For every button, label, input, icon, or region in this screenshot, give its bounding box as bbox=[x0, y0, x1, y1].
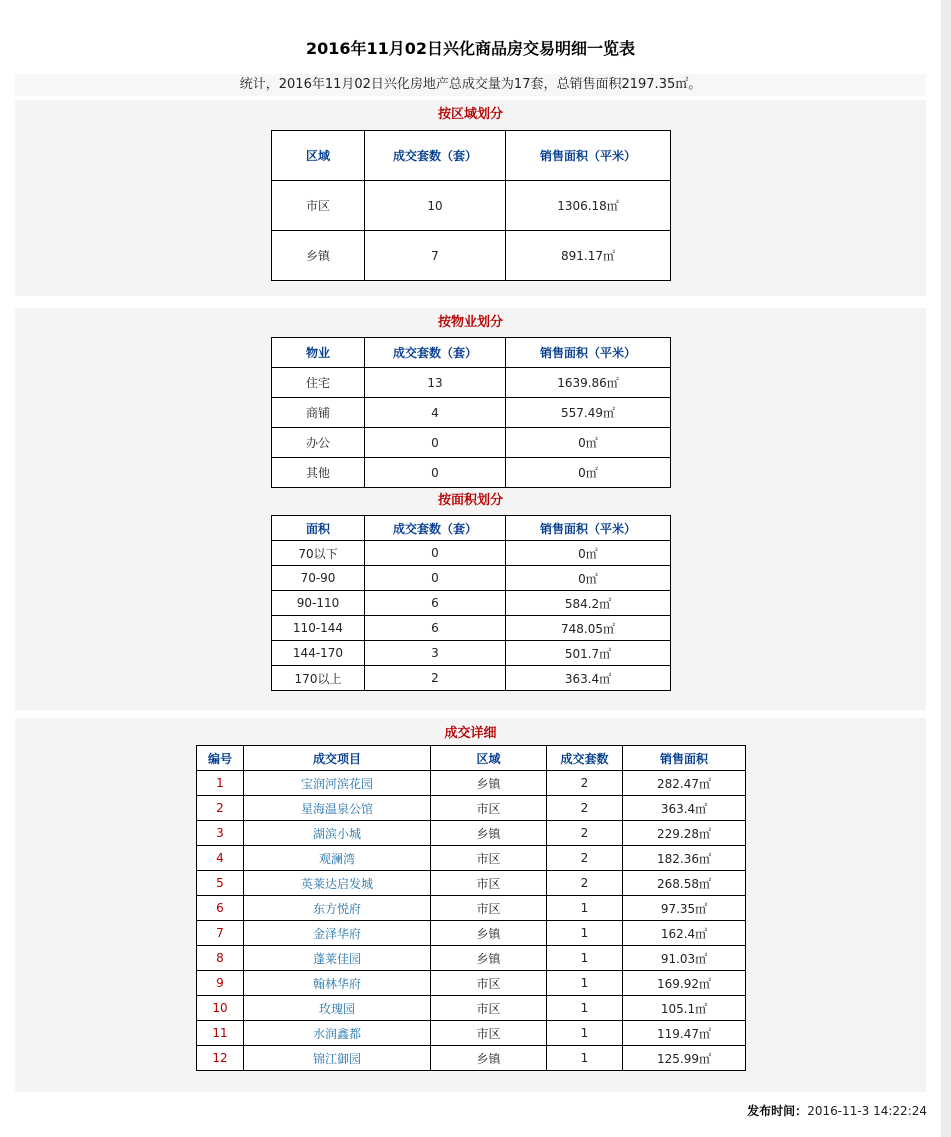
area-cell: 229.28㎡ bbox=[623, 821, 746, 846]
region-cell: 乡镇 bbox=[431, 1046, 547, 1071]
area-cell: 1639.86㎡ bbox=[506, 368, 671, 398]
count-cell: 2 bbox=[547, 796, 623, 821]
row-number: 12 bbox=[197, 1046, 244, 1071]
count-cell: 2 bbox=[547, 771, 623, 796]
count-cell: 10 bbox=[365, 181, 506, 231]
size-range-cell: 70-90 bbox=[272, 566, 365, 591]
area-cell: 584.2㎡ bbox=[506, 591, 671, 616]
region-cell: 市区 bbox=[431, 896, 547, 921]
property-table bbox=[271, 337, 671, 488]
area-cell: 0㎡ bbox=[506, 541, 671, 566]
table-row bbox=[197, 996, 746, 1021]
row-number: 7 bbox=[197, 921, 244, 946]
count-cell: 3 bbox=[365, 641, 506, 666]
area-cell: 162.4㎡ bbox=[623, 921, 746, 946]
count-cell: 6 bbox=[365, 591, 506, 616]
region-cell: 市区 bbox=[431, 971, 547, 996]
table-header-row bbox=[197, 746, 746, 771]
table-row bbox=[272, 428, 671, 458]
area-cell: 501.7㎡ bbox=[506, 641, 671, 666]
table-row bbox=[272, 641, 671, 666]
column-header: 编号 bbox=[197, 746, 244, 771]
region-cell: 乡镇 bbox=[431, 771, 547, 796]
count-cell: 0 bbox=[365, 566, 506, 591]
row-number: 6 bbox=[197, 896, 244, 921]
size-range-cell: 144-170 bbox=[272, 641, 365, 666]
property-cell: 住宅 bbox=[272, 368, 365, 398]
property-cell: 商铺 bbox=[272, 398, 365, 428]
area-cell: 169.92㎡ bbox=[623, 971, 746, 996]
column-header: 物业 bbox=[272, 338, 365, 368]
count-cell: 4 bbox=[365, 398, 506, 428]
area-cell: 282.47㎡ bbox=[623, 771, 746, 796]
region-panel bbox=[15, 100, 926, 296]
size-range-cell: 110-144 bbox=[272, 616, 365, 641]
area-cell: 91.03㎡ bbox=[623, 946, 746, 971]
count-cell: 6 bbox=[365, 616, 506, 641]
area-cell: 363.4㎡ bbox=[506, 666, 671, 691]
column-header: 销售面积 bbox=[623, 746, 746, 771]
region-section-title: 按区域划分 bbox=[437, 107, 503, 122]
area-cell: 0㎡ bbox=[506, 428, 671, 458]
count-cell: 0 bbox=[365, 458, 506, 488]
table-row bbox=[272, 566, 671, 591]
area-cell: 891.17㎡ bbox=[506, 231, 671, 281]
table-row bbox=[272, 181, 671, 231]
count-cell: 1 bbox=[547, 971, 623, 996]
area-table bbox=[271, 515, 671, 691]
region-cell: 乡镇 bbox=[431, 921, 547, 946]
region-cell: 乡镇 bbox=[431, 946, 547, 971]
table-row bbox=[197, 896, 746, 921]
table-row bbox=[272, 398, 671, 428]
row-number: 3 bbox=[197, 821, 244, 846]
publish-time-label: 发布时间： bbox=[747, 1104, 808, 1118]
project-link[interactable]: 水润鑫都 bbox=[244, 1021, 431, 1046]
project-link[interactable]: 英莱达启发城 bbox=[244, 871, 431, 896]
project-link[interactable]: 锦江御园 bbox=[244, 1046, 431, 1071]
size-range-cell: 70以下 bbox=[272, 541, 365, 566]
count-cell: 0 bbox=[365, 541, 506, 566]
area-cell: 268.58㎡ bbox=[623, 871, 746, 896]
region-cell: 乡镇 bbox=[272, 231, 365, 281]
project-link[interactable]: 观澜湾 bbox=[244, 846, 431, 871]
area-cell: 557.49㎡ bbox=[506, 398, 671, 428]
column-header: 区域 bbox=[272, 131, 365, 181]
region-cell: 市区 bbox=[431, 796, 547, 821]
count-cell: 2 bbox=[547, 871, 623, 896]
count-cell: 1 bbox=[547, 946, 623, 971]
table-row bbox=[272, 368, 671, 398]
table-row bbox=[272, 616, 671, 641]
property-area-panel bbox=[15, 308, 926, 710]
area-cell: 105.1㎡ bbox=[623, 996, 746, 1021]
count-cell: 1 bbox=[547, 896, 623, 921]
area-cell: 119.47㎡ bbox=[623, 1021, 746, 1046]
column-header: 成交套数（套） bbox=[365, 131, 506, 181]
row-number: 2 bbox=[197, 796, 244, 821]
table-header-row bbox=[272, 131, 671, 181]
row-number: 1 bbox=[197, 771, 244, 796]
count-cell: 13 bbox=[365, 368, 506, 398]
table-row bbox=[272, 541, 671, 566]
column-header: 面积 bbox=[272, 516, 365, 541]
page-title: 2016年11月02日兴化商品房交易明细一览表 bbox=[305, 39, 636, 58]
project-link[interactable]: 湖滨小城 bbox=[244, 821, 431, 846]
region-cell: 市区 bbox=[431, 871, 547, 896]
table-row bbox=[272, 458, 671, 488]
region-cell: 市区 bbox=[431, 846, 547, 871]
count-cell: 1 bbox=[547, 1021, 623, 1046]
count-cell: 7 bbox=[365, 231, 506, 281]
table-row bbox=[272, 591, 671, 616]
column-header: 销售面积（平米） bbox=[506, 338, 671, 368]
area-cell: 182.36㎡ bbox=[623, 846, 746, 871]
table-row bbox=[197, 796, 746, 821]
table-row bbox=[197, 771, 746, 796]
project-link[interactable]: 玫瑰园 bbox=[244, 996, 431, 1021]
publish-time bbox=[747, 1102, 927, 1119]
region-cell: 市区 bbox=[272, 181, 365, 231]
table-row bbox=[197, 821, 746, 846]
count-cell: 2 bbox=[547, 846, 623, 871]
region-table bbox=[271, 130, 671, 281]
project-link[interactable]: 东方悦府 bbox=[244, 896, 431, 921]
publish-time-value: 2016-11-3 14:22:24 bbox=[807, 1104, 927, 1118]
count-cell: 1 bbox=[547, 1046, 623, 1071]
table-row bbox=[272, 231, 671, 281]
project-link[interactable]: 金泽华府 bbox=[244, 921, 431, 946]
summary-text: 统计，2016年11月02日兴化房地产总成交量为17套，总销售面积2197.35㎡。 bbox=[15, 74, 926, 96]
property-cell: 办公 bbox=[272, 428, 365, 458]
table-row bbox=[197, 871, 746, 896]
region-cell: 市区 bbox=[431, 1021, 547, 1046]
table-row bbox=[197, 971, 746, 996]
table-header-row bbox=[272, 516, 671, 541]
project-link[interactable]: 宝润河滨花园 bbox=[244, 771, 431, 796]
row-number: 10 bbox=[197, 996, 244, 1021]
table-header-row bbox=[272, 338, 671, 368]
area-cell: 97.35㎡ bbox=[623, 896, 746, 921]
area-cell: 1306.18㎡ bbox=[506, 181, 671, 231]
table-row bbox=[272, 666, 671, 691]
region-cell: 市区 bbox=[431, 996, 547, 1021]
row-number: 8 bbox=[197, 946, 244, 971]
region-cell: 乡镇 bbox=[431, 821, 547, 846]
count-cell: 1 bbox=[547, 996, 623, 1021]
table-row bbox=[197, 1021, 746, 1046]
column-header: 成交项目 bbox=[244, 746, 431, 771]
property-section-title: 按物业划分 bbox=[437, 315, 503, 330]
row-number: 11 bbox=[197, 1021, 244, 1046]
row-number: 4 bbox=[197, 846, 244, 871]
column-header: 成交套数 bbox=[547, 746, 623, 771]
count-cell: 2 bbox=[547, 821, 623, 846]
area-cell: 0㎡ bbox=[506, 458, 671, 488]
window-right-edge bbox=[941, 0, 951, 1137]
row-number: 9 bbox=[197, 971, 244, 996]
size-range-cell: 90-110 bbox=[272, 591, 365, 616]
area-cell: 0㎡ bbox=[506, 566, 671, 591]
detail-panel bbox=[15, 718, 926, 1092]
table-row bbox=[197, 1046, 746, 1071]
project-link[interactable]: 星海温泉公馆 bbox=[244, 796, 431, 821]
column-header: 区域 bbox=[431, 746, 547, 771]
size-range-cell: 170以上 bbox=[272, 666, 365, 691]
detail-table bbox=[196, 745, 746, 1071]
column-header: 销售面积（平米） bbox=[506, 516, 671, 541]
project-link[interactable]: 翰林华府 bbox=[244, 971, 431, 996]
count-cell: 1 bbox=[547, 921, 623, 946]
table-row bbox=[197, 946, 746, 971]
count-cell: 2 bbox=[365, 666, 506, 691]
column-header: 销售面积（平米） bbox=[506, 131, 671, 181]
detail-section-title: 成交详细 bbox=[444, 726, 497, 741]
column-header: 成交套数（套） bbox=[365, 516, 506, 541]
count-cell: 0 bbox=[365, 428, 506, 458]
row-number: 5 bbox=[197, 871, 244, 896]
area-cell: 363.4㎡ bbox=[623, 796, 746, 821]
table-row bbox=[197, 921, 746, 946]
property-cell: 其他 bbox=[272, 458, 365, 488]
column-header: 成交套数（套） bbox=[365, 338, 506, 368]
area-section-title: 按面积划分 bbox=[437, 493, 503, 508]
area-cell: 748.05㎡ bbox=[506, 616, 671, 641]
table-row bbox=[197, 846, 746, 871]
project-link[interactable]: 蓬莱佳园 bbox=[244, 946, 431, 971]
area-cell: 125.99㎡ bbox=[623, 1046, 746, 1071]
